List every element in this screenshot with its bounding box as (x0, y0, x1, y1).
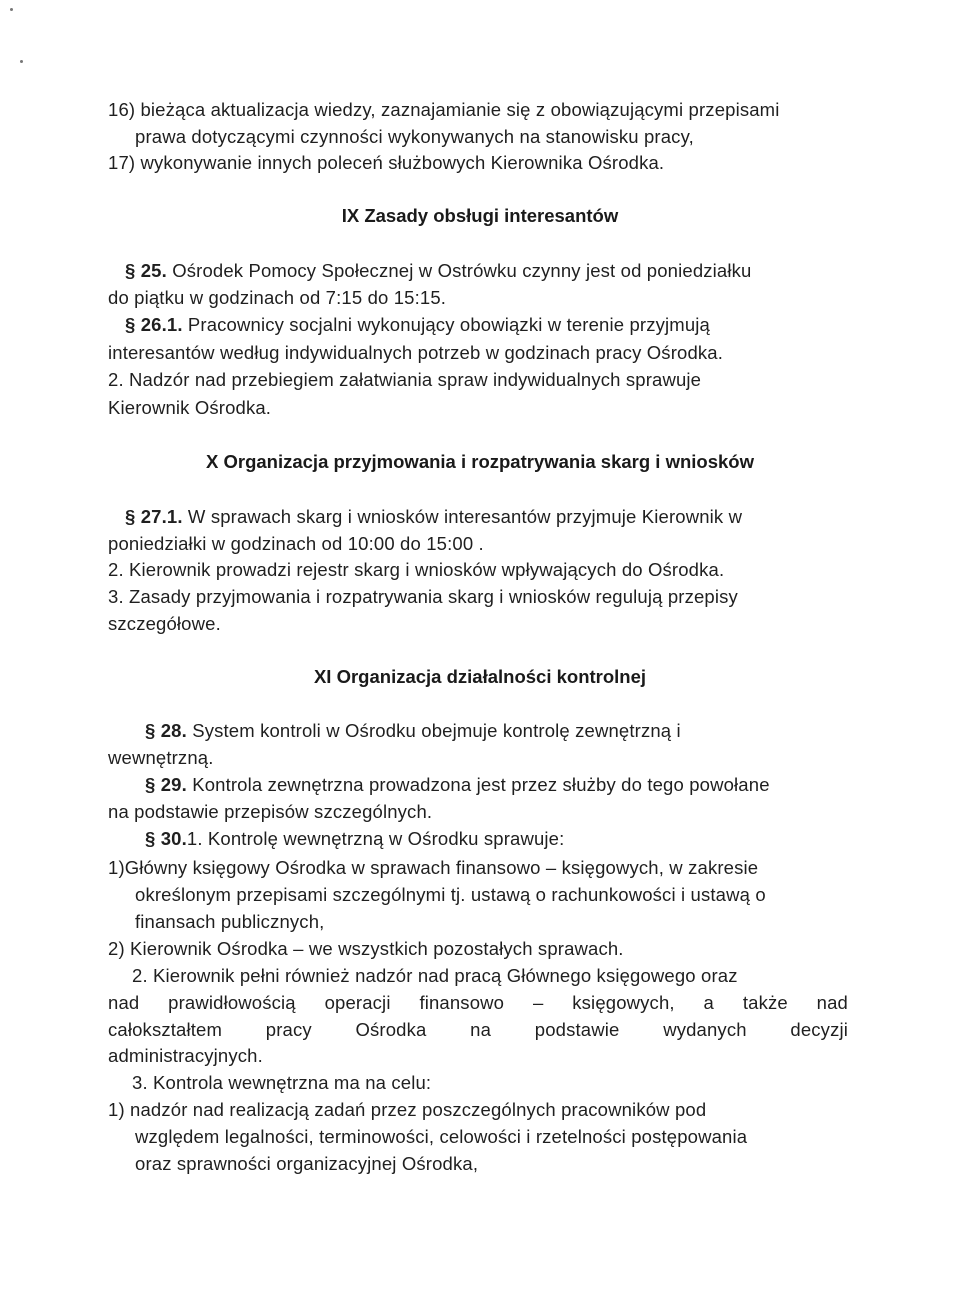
text-line: na podstawie przepisów szczególnych. (108, 801, 433, 822)
text-line: całokształtem pracy Ośrodka na podstawie wydanych decyzji (108, 1019, 848, 1040)
paragraph-26 (125, 312, 848, 338)
text-line: 2. Kierownik pełni również nadzór nad pracą Głównego księgowego oraz (132, 965, 738, 986)
section-heading: XI Organizacja działalności kontrolnej (313, 666, 647, 687)
text-line: wewnętrzną. (108, 747, 214, 768)
paragraph-number: § 26.1. (125, 314, 183, 335)
text-line: 2) Kierownik Ośrodka – we wszystkich pozostałych sprawach. (108, 938, 624, 959)
text-line: 17) wykonywanie innych poleceń służbowych Kierownika Ośrodka. (108, 152, 665, 173)
text-line: oraz sprawności organizacyjnej Ośrodka, (135, 1153, 479, 1174)
text-line: administracyjnych. (108, 1045, 263, 1066)
text-line: względem legalności, terminowości, celowości i rzetelności postępowania (135, 1126, 748, 1147)
text-line: W sprawach skarg i wniosków interesantów przyjmuje Kierownik w (187, 506, 743, 527)
paragraph-number: § 25. (125, 260, 167, 281)
text-line: finansach publicznych, (135, 911, 325, 932)
text-line: do piątku w godzinach od 7:15 do 15:15. (108, 287, 447, 308)
text-line: 2. Kierownik prowadzi rejestr skarg i wniosków wpływających do Ośrodka. (108, 559, 725, 580)
paragraph-number: § 29. (145, 774, 187, 795)
text-line: 16) bieżąca aktualizacja wiedzy, zaznajamianie się z obowiązującymi przepisami (108, 99, 780, 120)
paragraph-28 (145, 718, 848, 744)
text-line: szczegółowe. (108, 613, 221, 634)
text-line: Ośrodek Pomocy Społecznej w Ostrówku czynny jest od poniedziałku (172, 260, 752, 281)
text-line: określonym przepisami szczególnymi tj. ustawą o rachunkowości i ustawą o (135, 884, 766, 905)
paragraph-25 (125, 258, 848, 284)
section-heading: IX Zasady obsługi interesantów (341, 205, 619, 226)
section-heading: X Organizacja przyjmowania i rozpatrywania skarg i wniosków (206, 451, 754, 472)
text-line: Kierownik Ośrodka. (108, 397, 272, 418)
text-line: poniedziałki w godzinach od 10:00 do 15:00 . (108, 533, 484, 554)
text-line: 3. Kontrola wewnętrzna ma na celu: (132, 1072, 432, 1093)
text-line: System kontroli w Ośrodku obejmuje kontrolę zewnętrzną i (192, 720, 681, 741)
text-line: 1) nadzór nad realizacją zadań przez poszczególnych pracowników pod (108, 1099, 707, 1120)
text-line: 3. Zasady przyjmowania i rozpatrywania skarg i wniosków regulują przepisy (108, 586, 738, 607)
scan-speck (20, 60, 23, 63)
text-line: interesantów według indywidualnych potrzeb w godzinach pracy Ośrodka. (108, 342, 724, 363)
paragraph-27 (125, 504, 848, 530)
text-line: nad prawidłowością operacji finansowo – księgowych, a także nad (108, 992, 848, 1013)
text-line: Pracownicy socjalni wykonujący obowiązki w terenie przyjmują (187, 314, 710, 335)
text-line: 1. Kontrolę wewnętrzną w Ośrodku sprawuje: (186, 828, 565, 849)
paragraph-30 (145, 826, 848, 852)
scan-speck (10, 8, 13, 11)
text-line: prawa dotyczącymi czynności wykonywanych na stanowisku pracy, (135, 126, 694, 147)
text-line: Kontrola zewnętrzna prowadzona jest przez służby do tego powołane (192, 774, 770, 795)
text-line: 1)Główny księgowy Ośrodka w sprawach finansowo – księgowych, w zakresie (108, 857, 759, 878)
paragraph-number: § 27.1. (125, 506, 183, 527)
paragraph-number: § 28. (145, 720, 187, 741)
paragraph-number: § 30. (145, 828, 187, 849)
paragraph-29 (145, 772, 848, 798)
text-line: 2. Nadzór nad przebiegiem załatwiania spraw indywidualnych sprawuje (108, 369, 702, 390)
